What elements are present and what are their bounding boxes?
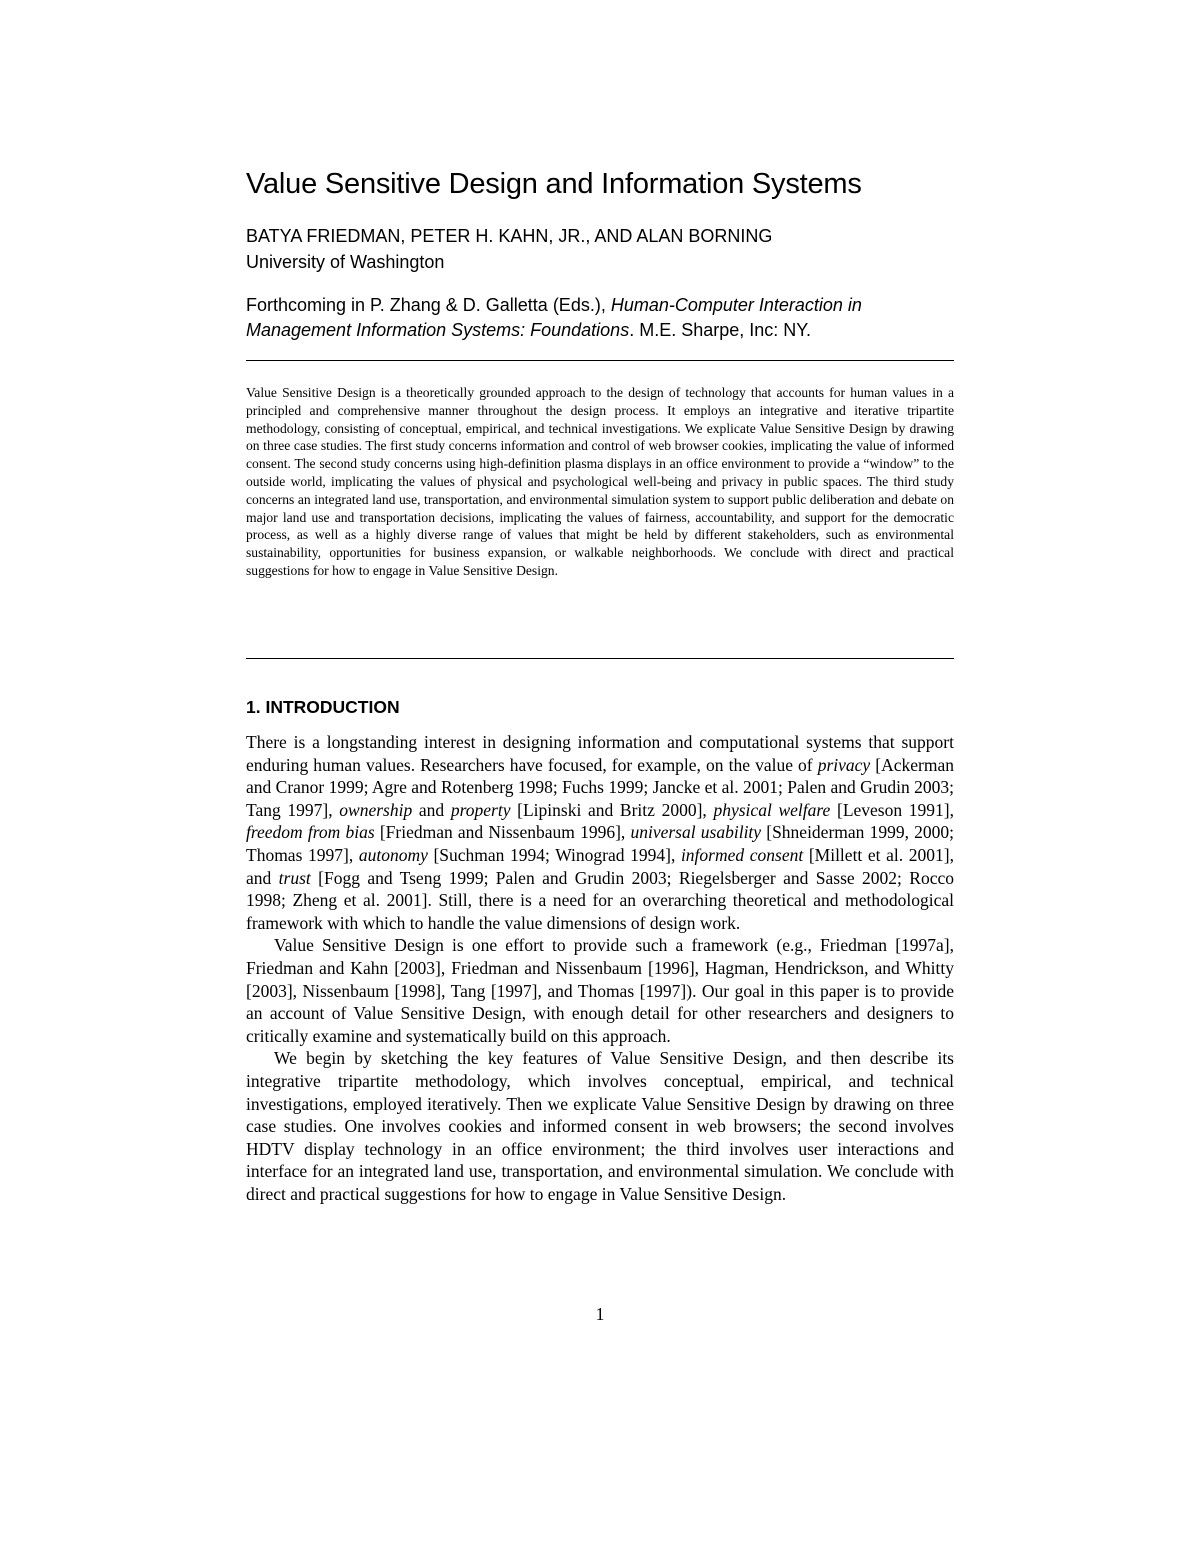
value-term: privacy [817,754,871,775]
citation-book-title: Human-Computer Interaction in Management Information Systems: Foundations [246,295,862,340]
citation-prefix: Forthcoming in P. Zhang & D. Galletta (Eds.), [246,295,611,315]
value-term: ownership [339,799,413,820]
value-term: universal usability [630,822,762,843]
value-term: informed consent [680,844,804,865]
paper-title: Value Sensitive Design and Information Systems [246,168,862,200]
divider-top [246,360,954,361]
divider-bottom [246,658,954,659]
paragraph-2: Value Sensitive Design is one effort to provide such a framework (e.g., Friedman [1997a], Friedman and Kahn [2003], Friedman and Nissenbaum [1996], Hagman, Hendrickson, and Whitty [2003], Nissenbaum [1998], Tang [1997], and Thomas [1997]). Our goal in this paper is to provide an account of Value Sensitive Design, with enough detail for other researchers and designers to critically examine and systematically build on this approach. [246,935,954,1046]
paragraph-3: We begin by sketching the key features of Value Sensitive Design, and then describe its integrative tripartite methodology, which involves conceptual, empirical, and technical investigations, employed iteratively. Then we explicate Value Sensitive Design by drawing on three case studies. One involves cookies and informed consent in web browsers; the second involves HDTV display technology in an office environment; the third involves user interactions and interface for an integrated land use, transportation, and environmental simulation. We conclude with direct and practical suggestions for how to engage in Value Sensitive Design. [246,1048,954,1204]
introduction-body [246,731,954,1205]
author-block [246,223,954,275]
page-number: 1 [595,1304,605,1324]
section-heading-introduction: 1. INTRODUCTION [246,697,400,717]
value-term: property [450,799,511,820]
value-term: physical welfare [713,799,831,820]
value-term: freedom from bias [246,822,375,843]
author-affiliation: University of Washington [246,252,445,272]
paragraph-1: There is a longstanding interest in designing information and computational systems that support enduring human values. Researchers have focused, for example, on the value of privacy [Ackerman and Cranor 1999; Agre and Rotenberg 1998; Fuchs 1999; Jancke et al. 2001; Palen and Grudin 2003; Tang 1997], ownership and property [Lipinski and Britz 2000], physical welfare [Leveson 1991], freedom from bias [Friedman and Nissenbaum 1996], universal usability [Shneiderman 1999, 2000; Thomas 1997], autonomy [Suchman 1994; Winograd 1994], informed consent [Millett et al. 2001], and trust [Fogg and Tseng 1999; Palen and Grudin 2003; Riegelsberger and Sasse 2002; Rocco 1998; Zheng et al. 2001]. Still, there is a need for an overarching theoretical and methodological framework with which to handle the value dimensions of design work. [246,732,955,933]
publication-citation [246,293,954,343]
value-term: trust [278,867,311,888]
value-term: autonomy [358,844,428,865]
abstract: Value Sensitive Design is a theoretically grounded approach to the design of technology that accounts for human values in a principled and comprehensive manner throughout the design process. It employs an integrative and iterative tripartite methodology, consisting of conceptual, empirical, and technical investigations. We explicate Value Sensitive Design by drawing on three case studies. The first study concerns information and control of web browser cookies, implicating the value of informed consent. The second study concerns using high-definition plasma displays in an office environment to provide a “window” to the outside world, implicating the values of physical and psychological well-being and privacy in public spaces. The third study concerns an integrated land use, transportation, and environmental simulation system to support public deliberation and debate on major land use and transportation decisions, implicating the values of fairness, accountability, and support for the democratic process, as well as a highly diverse range of values that might be held by different stakeholders, such as environmental sustainability, opportunities for business expansion, or walkable neighborhoods. We conclude with direct and practical suggestions for how to engage in Value Sensitive Design. [246,385,954,578]
author-names: BATYA FRIEDMAN, PETER H. KAHN, JR., AND ALAN BORNING [246,226,773,246]
citation-suffix: . M.E. Sharpe, Inc: NY. [629,320,811,340]
